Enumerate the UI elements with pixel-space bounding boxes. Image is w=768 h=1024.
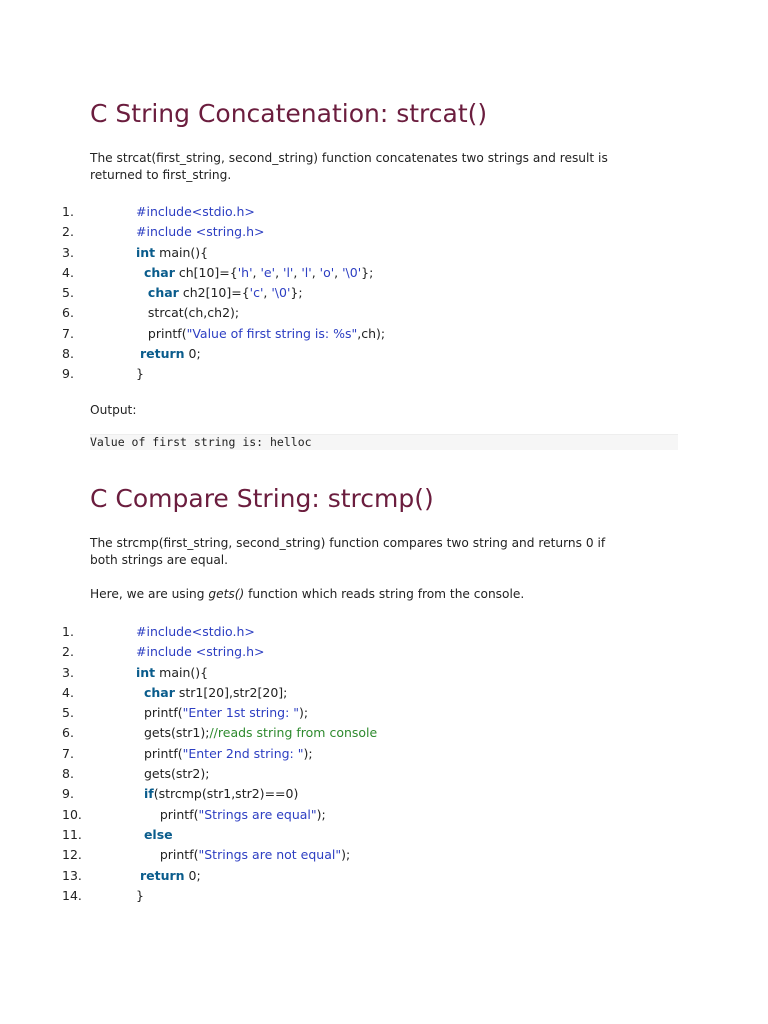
code-plain	[136, 685, 144, 700]
line-number: 2.	[62, 224, 74, 240]
code-line	[0, 263, 768, 283]
code-plain	[136, 265, 144, 280]
line-number: 8.	[62, 346, 74, 362]
code-preprocessor: #include <string.h>	[136, 224, 265, 240]
code-plain: );	[299, 705, 309, 721]
code-plain: printf(	[136, 745, 183, 761]
code-text	[136, 364, 144, 384]
strcmp-code-listing	[0, 622, 768, 906]
output-label: Output:	[90, 403, 137, 417]
code-plain: printf(	[136, 847, 199, 863]
strcmp-description	[90, 535, 680, 568]
code-string: 'o'	[319, 264, 335, 280]
code-plain: }	[136, 887, 144, 903]
code-string: 'h'	[237, 264, 253, 280]
code-line	[0, 825, 768, 845]
code-keyword: char	[143, 264, 175, 280]
code-preprocessor: #include<stdio.h>	[136, 204, 255, 219]
code-string: "Strings are equal"	[198, 806, 317, 822]
strcat-code-listing	[0, 202, 768, 385]
code-text	[136, 622, 255, 642]
code-keyword: if	[143, 786, 154, 802]
code-plain: 0;	[184, 346, 201, 362]
strcat-description	[90, 150, 680, 183]
code-plain: );	[303, 745, 313, 761]
code-keyword: int	[136, 244, 156, 260]
code-plain: ,	[311, 264, 320, 280]
line-number: 3.	[62, 664, 74, 680]
code-text	[136, 283, 303, 303]
code-line	[0, 784, 768, 804]
code-keyword: int	[136, 664, 156, 680]
code-comment: //reads string from console	[209, 725, 378, 741]
line-number: 2.	[62, 644, 74, 660]
code-string: 'c'	[249, 285, 264, 301]
gets-note-before: Here, we are using	[90, 587, 209, 601]
code-text	[136, 663, 208, 683]
code-text	[136, 324, 385, 344]
code-text	[136, 344, 201, 364]
line-number: 6.	[62, 725, 74, 741]
code-text	[136, 263, 373, 283]
code-plain: ch2[10]={	[178, 285, 250, 301]
code-plain: );	[341, 847, 351, 863]
code-plain: gets(str1);	[136, 725, 210, 741]
code-string: '\0'	[342, 264, 362, 280]
code-plain: }	[136, 366, 144, 382]
code-preprocessor: #include<stdio.h>	[136, 624, 255, 639]
code-plain: str1[20],str2[20];	[174, 684, 288, 700]
code-line	[0, 344, 768, 364]
code-line	[0, 703, 768, 723]
line-number: 7.	[62, 745, 74, 761]
code-string: '\0'	[271, 285, 291, 301]
line-number: 5.	[62, 705, 74, 721]
code-string: "Enter 1st string: "	[182, 705, 300, 721]
code-plain: ,	[334, 264, 343, 280]
code-plain: main(){	[155, 244, 209, 260]
line-number: 6.	[62, 305, 74, 321]
code-plain	[136, 827, 144, 842]
code-plain: main(){	[155, 664, 209, 680]
code-plain: (strcmp(str1,str2)==0)	[153, 786, 299, 802]
strcmp-description-line1: The strcmp(first_string, second_string) function compares two string and returns 0 if	[90, 536, 606, 550]
code-line	[0, 324, 768, 344]
code-line	[0, 642, 768, 662]
line-number: 8.	[62, 766, 74, 782]
line-number: 9.	[62, 786, 74, 802]
code-line	[0, 222, 768, 242]
code-text	[136, 683, 287, 703]
code-keyword: return	[139, 867, 185, 883]
code-line	[0, 866, 768, 886]
code-keyword: char	[143, 684, 175, 700]
line-number: 10.	[62, 806, 82, 822]
code-plain: ch[10]={	[174, 264, 238, 280]
code-string: 'e'	[260, 264, 276, 280]
code-text	[136, 764, 209, 784]
code-plain: 0;	[184, 867, 201, 883]
code-text	[136, 703, 308, 723]
code-line	[0, 303, 768, 323]
code-text	[136, 825, 173, 845]
gets-note-func: gets()	[208, 587, 245, 601]
code-line	[0, 364, 768, 384]
code-plain: printf(	[136, 325, 187, 341]
code-keyword: char	[147, 285, 179, 301]
code-plain	[136, 285, 148, 300]
code-line	[0, 283, 768, 303]
code-plain	[136, 786, 144, 801]
code-plain: ,ch);	[357, 325, 386, 341]
line-number: 4.	[62, 684, 74, 700]
line-number: 1.	[62, 204, 74, 219]
line-number: 4.	[62, 264, 74, 280]
code-line	[0, 886, 768, 906]
code-plain: ,	[263, 285, 272, 301]
code-plain: gets(str2);	[136, 766, 210, 782]
code-line	[0, 845, 768, 865]
code-line	[0, 723, 768, 743]
code-line	[0, 764, 768, 784]
gets-note-after: function which reads string from the console.	[244, 587, 525, 601]
line-number: 7.	[62, 325, 74, 341]
code-text	[136, 886, 144, 906]
code-text	[136, 723, 377, 743]
code-text	[136, 805, 326, 825]
strcat-description-line2: returned to first_string.	[90, 167, 232, 182]
code-string: 'l'	[301, 264, 312, 280]
code-plain: strcat(ch,ch2);	[136, 305, 240, 321]
code-plain: ,	[252, 264, 261, 280]
code-text	[136, 744, 313, 764]
line-number: 12.	[62, 847, 82, 863]
code-plain: );	[316, 806, 326, 822]
code-plain: ,	[275, 264, 284, 280]
code-line	[0, 744, 768, 764]
line-number: 5.	[62, 285, 74, 301]
code-preprocessor: #include <string.h>	[136, 644, 265, 660]
code-plain: printf(	[136, 705, 183, 721]
code-text	[136, 202, 255, 222]
code-text	[136, 222, 264, 242]
code-text	[136, 642, 264, 662]
section-title-strcmp: C Compare String: strcmp()	[90, 484, 434, 513]
code-line	[0, 202, 768, 222]
line-number: 1.	[62, 624, 74, 639]
code-line	[0, 683, 768, 703]
code-string: "Value of first string is: %s"	[186, 325, 358, 341]
line-number: 3.	[62, 244, 74, 260]
code-text	[136, 845, 350, 865]
code-plain: };	[361, 264, 374, 280]
code-text	[136, 866, 201, 886]
code-plain: ,	[293, 264, 302, 280]
strcat-description-line1: The strcat(first_string, second_string) function concatenates two strings and result is	[90, 151, 608, 165]
code-keyword: else	[143, 826, 173, 842]
code-line	[0, 663, 768, 683]
output-box: Value of first string is: helloc	[90, 434, 678, 450]
code-string: "Enter 2nd string: "	[182, 745, 304, 761]
section-title-strcat: C String Concatenation: strcat()	[90, 99, 488, 128]
strcmp-description-line2: both strings are equal.	[90, 552, 229, 567]
code-text	[136, 784, 298, 804]
code-plain: printf(	[136, 806, 199, 822]
line-number: 11.	[62, 826, 82, 842]
gets-note	[90, 586, 680, 603]
code-line	[0, 622, 768, 642]
code-plain: };	[290, 285, 303, 301]
code-line	[0, 805, 768, 825]
code-string: 'l'	[283, 264, 294, 280]
code-line	[0, 243, 768, 263]
code-text	[136, 243, 208, 263]
code-text	[136, 303, 239, 323]
code-keyword: return	[139, 346, 185, 362]
line-number: 14.	[62, 887, 82, 903]
line-number: 9.	[62, 366, 74, 382]
line-number: 13.	[62, 867, 82, 883]
code-string: "Strings are not equal"	[198, 847, 342, 863]
